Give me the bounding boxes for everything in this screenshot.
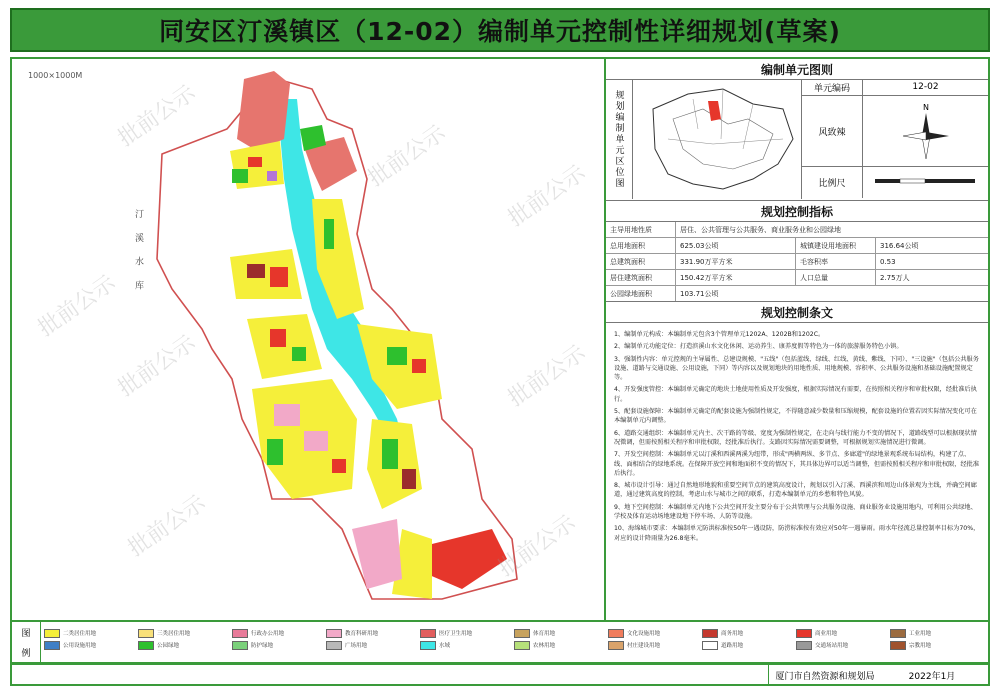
legend-item: [796, 640, 848, 650]
footer-org: 厦门市自然资源和规划局: [768, 665, 881, 685]
legend-swatch: [514, 641, 530, 650]
north-label: N: [922, 103, 929, 112]
indicator-value: 2.75万人: [880, 273, 910, 282]
parcel-red-5: [412, 359, 426, 373]
legend-item: [138, 640, 179, 650]
parcel-green-4: [387, 347, 407, 365]
legend-swatch: [326, 641, 342, 650]
indicator-row: [606, 254, 988, 270]
legend-item-label: 交通场站用地: [815, 643, 849, 649]
legend-label-bottom: 例: [21, 648, 31, 659]
indicator-label: 公园绿地面积: [606, 286, 676, 301]
north-arrow-icon: [896, 101, 956, 161]
legend-item: [890, 640, 931, 650]
clause-item: 7、开发空间控制：本编制单元以汀溪和西溪两溪为纽带，形成"两横两纵、多节点、多廊道"的绿地景观系统布局结构，构建了点、线、面相结合的绿地系统。在保障开放空间和地面积不变的情况下，其具体边界可以适当调整，但需按照相关程序和审批权限，经批准后执行。: [614, 451, 980, 477]
watermark: 批前公示: [363, 120, 451, 192]
legend-swatch: [702, 629, 718, 638]
indicator-label: 毛容积率: [796, 254, 876, 269]
clause-item: 3、强制性内容：单元控规的主导属性、总建设规模、"五线"（包括蓝线、绿线、红线、黄线、紫线、下同）、"三设施"（包括公共服务设施、道路与交通设施、公用设施，下同）等内容以及规划地块的用地性质、用地规模、容积率、公共服务设施和基础设施配置规定等。: [614, 355, 979, 382]
legend-item-label: 体育用地: [533, 631, 556, 637]
indicator-label: 总用地面积: [606, 238, 676, 253]
watermark: 批前公示: [503, 160, 591, 232]
legend-item: [890, 628, 931, 638]
indicator-label: 人口总量: [796, 270, 876, 285]
indicator-label: 城镇建设用地面积: [796, 238, 876, 253]
legend-item-label: 工业用地: [909, 631, 932, 637]
legend-item-label: 商业用地: [815, 631, 838, 637]
parcel-red-1: [248, 157, 262, 167]
unit-map-section: [606, 59, 988, 199]
clause-item: 10、海绵城市要求：本编制单元防洪标准按50年一遇设防，防涝标准按有效应对50年一遇暴雨。雨水年径流总量控制率目标为70%，对应的设计降雨量为26.8毫米。: [614, 525, 980, 542]
unit-code-row: [802, 79, 988, 96]
legend-item: [44, 640, 96, 650]
parcel-green-1: [232, 169, 248, 183]
legend-swatch: [44, 629, 60, 638]
legend-item-label: 三类居住用地: [157, 631, 191, 637]
legend-swatch: [232, 629, 248, 638]
indicator-label: 总建筑面积: [606, 254, 676, 269]
legend-item: [608, 628, 660, 638]
watermark: 批前公示: [113, 330, 201, 402]
parcel-green-2: [324, 219, 334, 249]
parcel-green-3: [292, 347, 306, 361]
unit-code-label: 单元编码: [802, 79, 863, 95]
river-label: 汀 溪 水 库: [133, 209, 143, 296]
indicator-label: 居住建筑面积: [606, 270, 676, 285]
legend-swatch: [138, 629, 154, 638]
minimap-svg: [633, 79, 801, 199]
legend-item: [232, 628, 284, 638]
legend-swatch: [608, 641, 624, 650]
clauses-list: [614, 330, 982, 546]
parcel-purple-1: [267, 171, 277, 181]
legend-item-label: 行政办公用地: [251, 631, 285, 637]
watermark: 批前公示: [113, 80, 201, 152]
legend-label-top: 图: [21, 628, 31, 639]
map-scale-label: 1000×1000M: [28, 71, 83, 80]
parcel-red-2: [247, 264, 265, 278]
legend-swatch: [232, 641, 248, 650]
legend-item: [420, 628, 472, 638]
legend-item: [796, 628, 837, 638]
scale-label: 比例尺: [802, 167, 863, 198]
indicator-label: 主导用地性质: [606, 222, 676, 237]
indicator-value: 625.03公顷: [676, 238, 796, 253]
legend-item-label: 医疗卫生用地: [439, 631, 473, 637]
indicator-value: 0.53: [880, 257, 896, 266]
land-use-map-svg: [12, 59, 604, 620]
watermark: 批前公示: [123, 490, 211, 562]
indicators-section: [606, 200, 988, 301]
indicator-value: 103.71公顷: [680, 289, 719, 298]
clause-item: 1、编制单元构成：本编制单元包含3个管理单元1202A、1202B和1202C。: [614, 331, 825, 338]
indicator-row: [606, 270, 988, 286]
parcel-commercial-north: [237, 71, 290, 151]
unit-name-row: [802, 96, 988, 167]
legend-swatch: [608, 629, 624, 638]
clause-item: 2、编制单元功能定位：打造滨溪山水文化休闲、运动养生、康养度假等特色为一体的旅游服务特色小镇。: [614, 343, 903, 351]
legend-swatch: [890, 641, 906, 650]
legend: [10, 622, 990, 664]
legend-swatch: [326, 629, 342, 638]
title-bar: [10, 8, 990, 52]
unit-map-title: 编制单元图则: [606, 59, 988, 80]
clause-item: 8、城市设计引导：通过自然地形地貌和重要空间节点的建筑高度设计，规划以引入汀溪、西溪滨和周边山体景观为主线，并确空间廊道，通过建筑高度的控制，考虑山水与城市之间的联系，打造本编制单元的乡愁和特色风貌。: [614, 482, 977, 499]
legend-item: [326, 628, 378, 638]
legend-swatch: [796, 629, 812, 638]
scale-bar-icon: [871, 174, 981, 192]
unit-code-value: 12-02: [912, 82, 939, 92]
legend-item-label: 商务用地: [721, 631, 744, 637]
legend-swatch: [44, 641, 60, 650]
clauses-title: 规划控制条文: [606, 302, 988, 323]
legend-item: [44, 628, 96, 638]
page-title: 同安区汀溪镇区（12-02）编制单元控制性详细规划(草案): [159, 17, 841, 46]
legend-item: [514, 628, 555, 638]
indicators-table: [606, 222, 988, 302]
legend-item-label: 水域: [439, 643, 451, 649]
indicator-value: 150.42万平方米: [676, 270, 796, 285]
legend-item: [702, 628, 743, 638]
location-vertical-label: 规划编制单元区位图: [606, 79, 633, 199]
indicator-row: [606, 222, 988, 238]
legend-item-label: 二类居住用地: [63, 631, 97, 637]
indicator-value: 316.64公顷: [880, 241, 919, 250]
parcel-mid-west: [230, 249, 302, 299]
location-minimap: [633, 79, 802, 199]
legend-item: [326, 640, 367, 650]
legend-item-label: 防护绿地: [251, 643, 274, 649]
legend-item-label: 广场用地: [345, 643, 368, 649]
legend-item: [138, 628, 190, 638]
clause-item: 6、道路交通组织：本编制单元内主、次干路的等级、宽度为强制性规定，在走向与线行能力不变的情况下，道路线型可以根据现状情况微调，但需按照相关程序和审批权限，经批准后执行。支路因实际情况需要调整，可根据规划实施情况进行微调。: [614, 429, 977, 446]
parcel-pink-2: [304, 431, 328, 451]
parcel-green-5: [267, 439, 283, 465]
legend-item: [420, 640, 450, 650]
legend-item-label: 教育科研用地: [345, 631, 379, 637]
legend-item-label: 公用设施用地: [63, 643, 97, 649]
parcel-red-4: [270, 329, 286, 347]
legend-label: [12, 622, 41, 662]
legend-item-label: 村庄建设用地: [627, 643, 661, 649]
indicator-row: [606, 286, 988, 302]
legend-swatch: [702, 641, 718, 650]
footer: [10, 664, 990, 686]
legend-item-label: 农林用地: [533, 643, 556, 649]
legend-item-label: 道路用地: [721, 643, 744, 649]
clause-item: 9、地下空间控制：本编制单元内地下公共空间开发主要分布于公共管理与公共服务设施、商业服务业设施用地内，可利用公共绿地、学校及体育运动场地建设地下停车场、人防等设施。: [614, 503, 977, 521]
main-panel: [10, 57, 990, 622]
watermark: 批前公示: [493, 510, 581, 582]
parcel-pink-1: [274, 404, 300, 426]
legend-swatch: [420, 629, 436, 638]
legend-swatch: [796, 641, 812, 650]
indicator-row: [606, 238, 988, 254]
unit-info: [802, 79, 988, 199]
legend-item-label: 宗教用地: [909, 643, 932, 649]
watermark: 批前公示: [503, 340, 591, 412]
parcel-red-3: [270, 267, 288, 287]
scale-bar: [863, 167, 988, 198]
north-arrow: [863, 96, 988, 166]
parcel-green-6: [382, 439, 398, 469]
plan-map[interactable]: [12, 59, 604, 620]
unit-name: 风致辣: [802, 96, 863, 166]
indicator-value: 居住、公共管理与公共服务、商业服务业和公园绿地: [680, 225, 841, 234]
legend-item: [608, 640, 660, 650]
legend-swatch: [138, 641, 154, 650]
info-panel: [604, 59, 988, 620]
legend-item: [232, 640, 273, 650]
legend-item-label: 文化设施用地: [627, 631, 661, 637]
legend-items: [44, 625, 984, 661]
legend-swatch: [514, 629, 530, 638]
unit-highlight: [708, 101, 721, 121]
legend-swatch: [420, 641, 436, 650]
legend-item: [702, 640, 743, 650]
clause-item: 4、开发强度管控：本编制单元确定的地块土地使用性质及开发强度，根据实际情况有需要，在按照相关程序和审批权限，经批准后执行。: [614, 386, 977, 403]
footer-date: 2022年1月: [908, 671, 956, 682]
watermark: 批前公示: [33, 270, 121, 342]
legend-item: [514, 640, 555, 650]
clause-item: 5、配套设施保障：本编制单元确定的配套设施为强制性规定，不得随意减少数量和压缩规模，配套设施的位置若因实际情况变化可在本编制单元内调整。: [614, 408, 977, 425]
indicator-value: 331.90万平方米: [676, 254, 796, 269]
parcel-red-7: [402, 469, 416, 489]
legend-swatch: [890, 629, 906, 638]
parcel-mixed-south: [352, 519, 402, 589]
parcel-red-6: [332, 459, 346, 473]
legend-item-label: 公园绿地: [157, 643, 180, 649]
indicators-title: 规划控制指标: [606, 201, 988, 222]
scale-row: [802, 167, 988, 198]
clauses-section: [606, 301, 988, 621]
